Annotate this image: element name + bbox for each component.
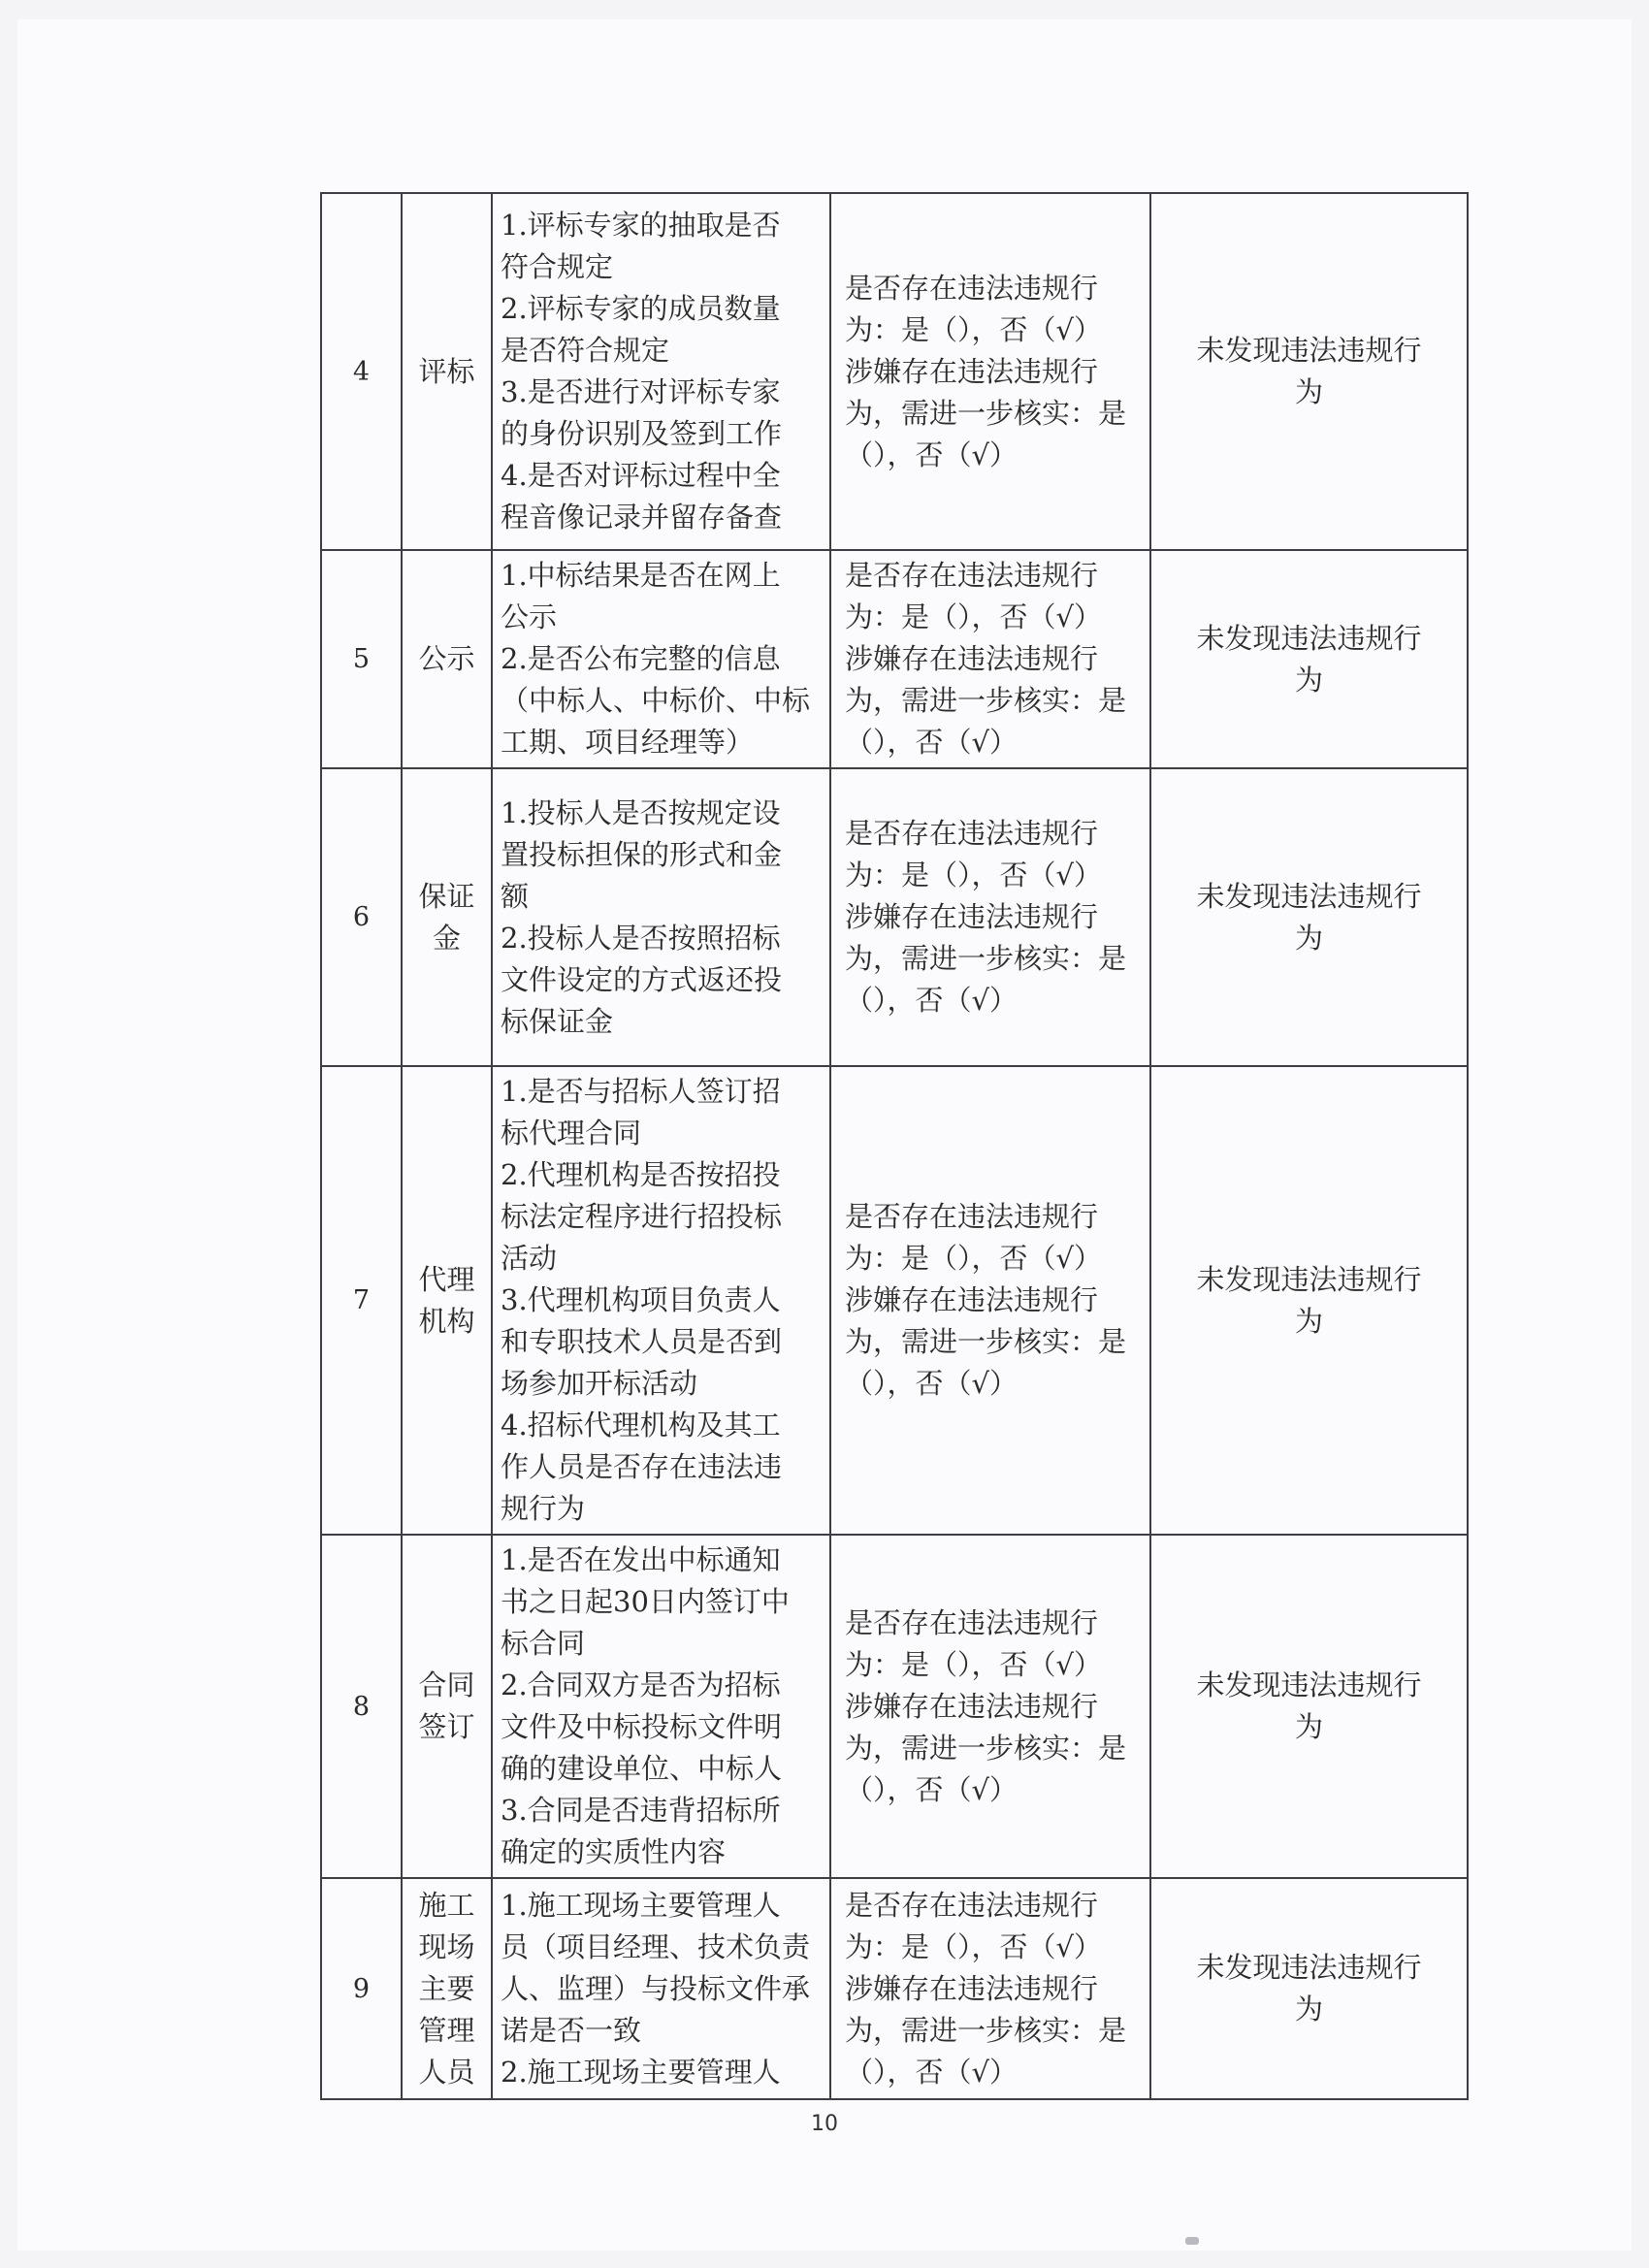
- table-row: [321, 768, 1468, 1066]
- text-line: 确的建设单位、中标人: [501, 1752, 783, 1785]
- text-line: 未发现违法违规行: [1196, 621, 1422, 655]
- row-number: 9: [321, 1878, 402, 2099]
- inspection-conclusion: [1150, 1535, 1468, 1878]
- text-line: 是否存在违法违规行: [845, 1605, 1099, 1639]
- text-line: 置投标担保的形式和金: [501, 837, 783, 871]
- text-line: （），否（√）: [845, 1772, 1018, 1806]
- page-number: 10: [811, 2112, 838, 2136]
- text-line: 2.施工现场主要管理人: [501, 2055, 781, 2089]
- text-line: 书之日起30日内签订中: [501, 1585, 790, 1618]
- text-line: 程音像记录并留存备查: [501, 501, 783, 534]
- table-row: [321, 550, 1468, 768]
- inspection-conclusion: [1150, 1066, 1468, 1535]
- text-line: 场参加开标活动: [501, 1367, 698, 1400]
- text-line: 为：是（），否（√）: [845, 1929, 1102, 1963]
- text-line: 4.招标代理机构及其工: [501, 1409, 781, 1442]
- text-line: 1.是否与招标人签订招: [501, 1075, 781, 1108]
- text-line: 评标: [418, 354, 475, 388]
- text-line: 活动: [501, 1242, 558, 1275]
- text-line: 1.评标专家的抽取是否: [501, 209, 781, 242]
- text-line: 是否符合规定: [501, 334, 670, 367]
- text-line: 为：是（），否（√）: [845, 312, 1102, 346]
- inspection-content: [492, 550, 830, 768]
- text-line: 3.合同是否违背招标所: [501, 1794, 781, 1827]
- text-line: 标法定程序进行招投标: [501, 1200, 783, 1233]
- table-row: [321, 1535, 1468, 1878]
- text-line: 未发现违法违规行: [1196, 1262, 1422, 1296]
- text-line: 是否存在违法违规行: [845, 1200, 1099, 1233]
- text-line: 是否存在违法违规行: [845, 271, 1099, 305]
- inspection-content: [492, 768, 830, 1066]
- text-line: 人、监理）与投标文件承: [501, 1971, 811, 2005]
- text-line: 施工: [418, 1888, 475, 1922]
- inspection-content: [492, 1535, 830, 1878]
- text-line: 现场: [418, 1929, 475, 1963]
- inspection-item: [402, 1066, 492, 1535]
- text-line: 为: [1294, 663, 1323, 697]
- text-line: 工期、项目经理等）: [501, 726, 755, 759]
- text-line: 4.是否对评标过程中全: [501, 459, 781, 492]
- text-line: 为: [1294, 1993, 1323, 2025]
- text-line: 代理: [418, 1262, 475, 1296]
- text-line: 主要: [418, 1971, 475, 2005]
- text-line: 作人员是否存在违法违: [501, 1450, 783, 1483]
- inspection-conclusion: [1150, 1878, 1468, 2099]
- text-line: 为，需进一步核实：是: [845, 396, 1127, 430]
- text-line: 未发现违法违规行: [1196, 1669, 1422, 1701]
- inspection-item: [402, 1878, 492, 2099]
- text-line: 公示: [418, 642, 475, 675]
- inspection-result: [830, 193, 1150, 550]
- inspection-content: [492, 1878, 830, 2099]
- text-line: 为：是（），否（√）: [845, 1647, 1102, 1681]
- text-line: 规行为: [501, 1492, 586, 1525]
- text-line: 管理: [418, 2013, 475, 2047]
- text-line: 额: [501, 879, 530, 913]
- text-line: 2.合同双方是否为招标: [501, 1669, 781, 1701]
- text-line: 为，需进一步核实：是: [845, 1731, 1127, 1765]
- text-line: 3.是否进行对评标专家: [501, 375, 781, 408]
- text-line: 1.投标人是否按规定设: [501, 795, 781, 829]
- text-line: 未发现违法违规行: [1196, 1951, 1422, 1984]
- text-line: 为: [1294, 921, 1323, 955]
- text-line: （），否（√）: [845, 726, 1018, 759]
- text-line: 标代理合同: [501, 1117, 642, 1150]
- text-line: 3.代理机构项目负责人: [501, 1283, 781, 1316]
- text-line: 2.评标专家的成员数量: [501, 292, 781, 325]
- text-line: （），否（√）: [845, 437, 1018, 471]
- text-line: 1.施工现场主要管理人: [501, 1888, 781, 1922]
- inspection-result: [830, 1535, 1150, 1878]
- text-line: 2.是否公布完整的信息: [501, 642, 781, 675]
- text-line: 涉嫌存在违法违规行: [845, 642, 1099, 675]
- text-line: 1.中标结果是否在网上: [501, 559, 781, 592]
- inspection-item: [402, 768, 492, 1066]
- text-line: 和专职技术人员是否到: [501, 1325, 783, 1358]
- text-line: 为: [1294, 1304, 1323, 1338]
- text-line: 未发现违法违规行: [1196, 879, 1422, 913]
- text-line: 诺是否一致: [501, 2013, 642, 2047]
- table-row: [321, 1878, 1468, 2099]
- text-line: 未发现违法违规行: [1196, 334, 1422, 367]
- inspection-result: [830, 1878, 1150, 2099]
- text-line: 为，需进一步核实：是: [845, 2013, 1127, 2047]
- text-line: 保证: [418, 879, 475, 913]
- text-line: 是否存在违法违规行: [845, 1888, 1099, 1922]
- text-line: 标保证金: [501, 1004, 614, 1038]
- inspection-item: [402, 550, 492, 768]
- row-number: 7: [321, 1066, 402, 1535]
- text-line: 是否存在违法违规行: [845, 559, 1099, 592]
- text-line: （中标人、中标价、中标: [501, 684, 811, 717]
- text-line: 员（项目经理、技术负责: [501, 1929, 811, 1963]
- text-line: 符合规定: [501, 250, 614, 283]
- inspection-content: [492, 1066, 830, 1535]
- text-line: 标合同: [501, 1627, 586, 1660]
- text-line: 为，需进一步核实：是: [845, 684, 1127, 717]
- inspection-conclusion: [1150, 768, 1468, 1066]
- inspection-conclusion: [1150, 193, 1468, 550]
- text-line: 为：是（），否（√）: [845, 600, 1102, 633]
- inspection-content: [492, 193, 830, 550]
- scan-speck: [1185, 2237, 1199, 2245]
- text-line: （），否（√）: [845, 2055, 1018, 2089]
- text-line: 1.是否在发出中标通知: [501, 1543, 781, 1576]
- text-line: 2.投标人是否按照招标: [501, 921, 781, 955]
- table-row: [321, 193, 1468, 550]
- text-line: 文件及中标投标文件明: [501, 1710, 783, 1743]
- text-line: （），否（√）: [845, 984, 1018, 1017]
- text-line: 为：是（），否（√）: [845, 859, 1102, 891]
- inspection-table: [320, 192, 1469, 2100]
- text-line: 涉嫌存在违法违规行: [845, 1283, 1099, 1316]
- text-line: 为，需进一步核实：是: [845, 1325, 1127, 1358]
- text-line: 涉嫌存在违法违规行: [845, 1689, 1099, 1723]
- text-line: 金: [432, 921, 461, 955]
- row-number: 6: [321, 768, 402, 1066]
- text-line: 文件设定的方式返还投: [501, 962, 783, 996]
- text-line: 签订: [418, 1710, 475, 1743]
- text-line: 为: [1294, 375, 1323, 408]
- row-number: 4: [321, 193, 402, 550]
- inspection-item: [402, 1535, 492, 1878]
- text-line: 公示: [501, 600, 558, 633]
- text-line: （），否（√）: [845, 1367, 1018, 1400]
- text-line: 为，需进一步核实：是: [845, 942, 1127, 975]
- text-line: 涉嫌存在违法违规行: [845, 1971, 1099, 2005]
- text-line: 合同: [418, 1669, 475, 1701]
- text-line: 涉嫌存在违法违规行: [845, 900, 1099, 933]
- text-line: 为: [1294, 1710, 1323, 1743]
- text-line: 机构: [418, 1304, 475, 1338]
- text-line: 的身份识别及签到工作: [501, 417, 783, 450]
- text-line: 为：是（），否（√）: [845, 1242, 1102, 1275]
- text-line: 是否存在违法违规行: [845, 817, 1099, 850]
- table-row: [321, 1066, 1468, 1535]
- inspection-result: [830, 550, 1150, 768]
- text-line: 人员: [418, 2055, 475, 2089]
- row-number: 5: [321, 550, 402, 768]
- row-number: 8: [321, 1535, 402, 1878]
- text-line: 涉嫌存在违法违规行: [845, 354, 1099, 388]
- text-line: 确定的实质性内容: [501, 1835, 727, 1868]
- inspection-item: [402, 193, 492, 550]
- inspection-conclusion: [1150, 550, 1468, 768]
- inspection-result: [830, 768, 1150, 1066]
- text-line: 2.代理机构是否按招投: [501, 1158, 781, 1191]
- inspection-result: [830, 1066, 1150, 1535]
